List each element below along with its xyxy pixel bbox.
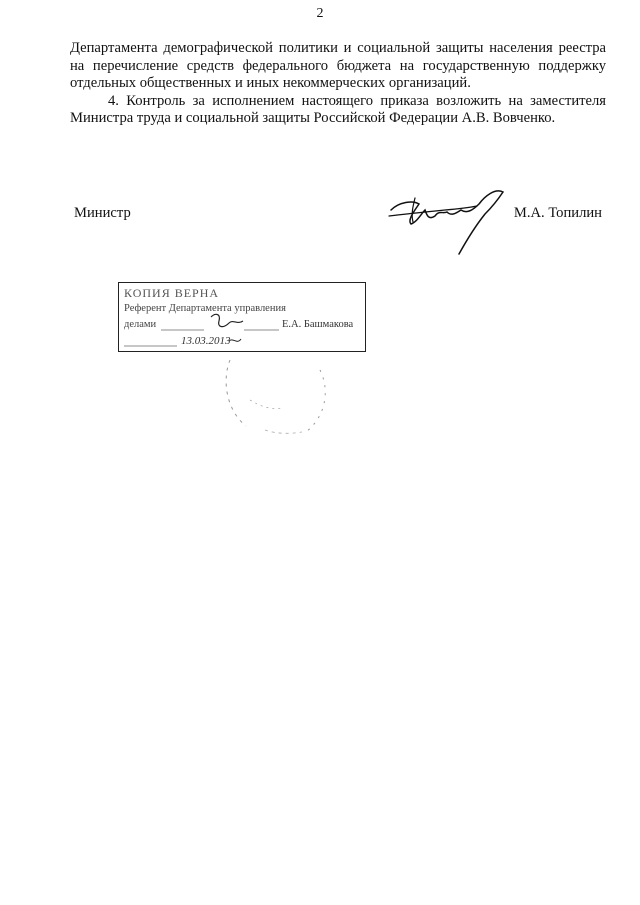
stamp-heading: КОПИЯ ВЕРНА <box>124 286 220 300</box>
handwritten-signature <box>385 180 510 260</box>
stamp-date: 13.03.2013 <box>181 335 231 347</box>
stamp-position-suffix: делами <box>124 319 157 330</box>
signature-row <box>70 205 606 227</box>
paragraph-continuation: Департамента демографической политики и социальной защиты населения реестра на перечисление средств федерального бюджета на государственную поддержку отдельных общественных и иных некоммерческих организаций. <box>70 40 606 91</box>
stamp-official-name: Е.А. Башмакова <box>282 319 354 330</box>
document-body <box>70 40 606 128</box>
stamp-position: Референт Департамента управления <box>124 303 286 314</box>
signatory-name: М.А. Топилин <box>513 205 602 221</box>
faded-seal-imprint <box>210 340 340 440</box>
paragraph-item-4: 4. Контроль за исполнением настоящего приказа возложить на заместителя Министра труда и социальной защиты Российской Федерации А.В. Вовченко. <box>70 92 606 126</box>
page-number: 2 <box>316 6 324 21</box>
signatory-title: Министр <box>74 205 131 221</box>
